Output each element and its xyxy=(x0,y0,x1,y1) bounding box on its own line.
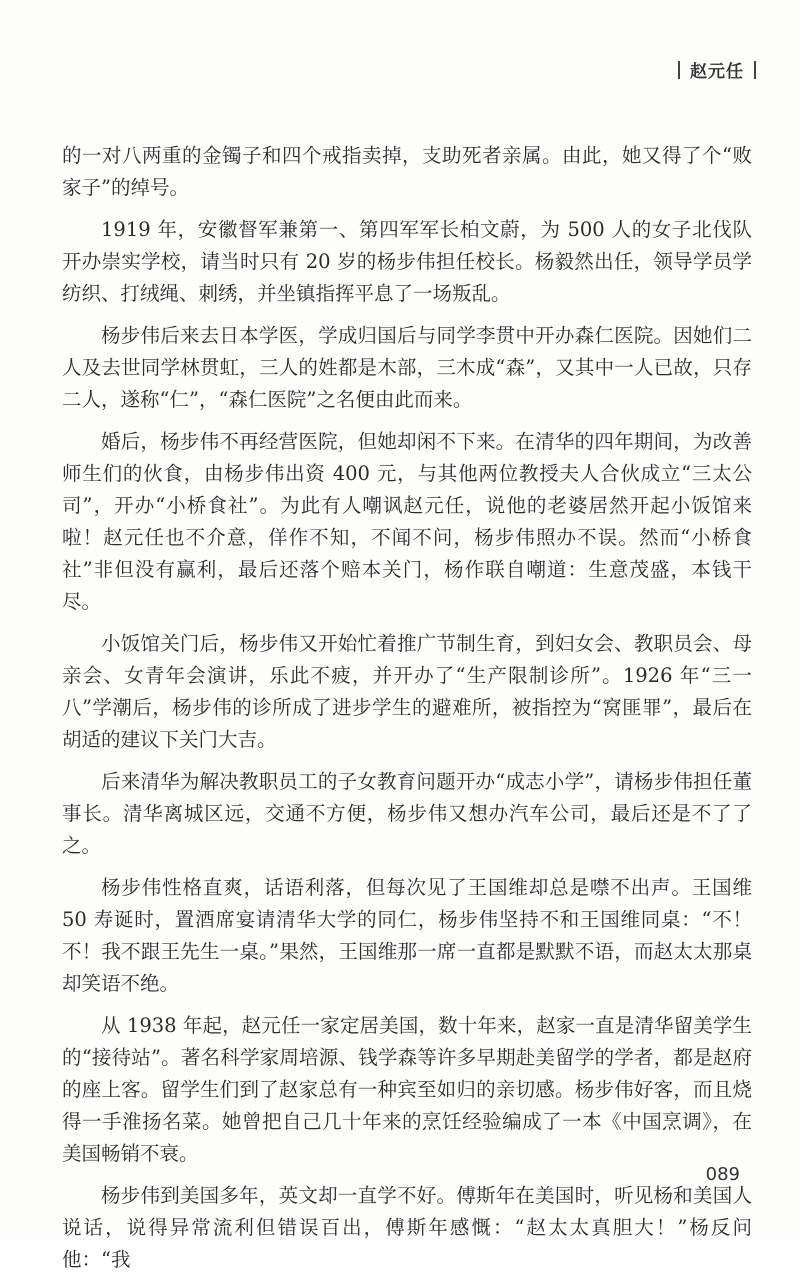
paragraph-1: 的一对八两重的金镯子和四个戒指卖掉，支助死者亲属。由此，她又得了个“败家子”的绰号。 xyxy=(62,144,752,199)
header-left-bar xyxy=(678,61,680,79)
paragraph-9: 杨步伟到美国多年，英文却一直学不好。傅斯年在美国时，听见杨和美国人说话，说得异常流利但错误百出，傅斯年感慨：“赵太太真胆大！”杨反问他：“我 xyxy=(62,1184,752,1271)
running-header xyxy=(678,57,756,82)
page-number: 089 xyxy=(705,1164,740,1185)
paragraph-5: 小饭馆关门后，杨步伟又开始忙着推广节制生育，到妇女会、教职员会、母亲会、女青年会演讲，乐此不疲，并开办了“生产限制诊所”。1926 年“三一八”学潮后，杨步伟的诊所成了进步学生的避难所，被指控为“窝匪罪”，最后在胡适的建议下关门大吉。 xyxy=(62,632,752,751)
paragraph-8: 从 1938 年起，赵元任一家定居美国，数十年来，赵家一直是清华留美学生的“接待站”。著名科学家周培源、钱学森等许多早期赴美留学的学者，都是赵府的座上客。留学生们到了赵家总有一种宾至如归的亲切感。杨步伟好客，而且烧得一手淮扬名菜。她曾把自己几十年来的烹饪经验编成了一本《中国烹调》，在美国畅销不衰。 xyxy=(62,1014,752,1165)
paragraph-7: 杨步伟性格直爽，话语利落，但每次见了王国维却总是噤不出声。王国维 50 寿诞时，置酒席宴请清华大学的同仁，杨步伟坚持不和王国维同桌：“不！不！我不跟王先生一桌。”果然，王国维那一席一直都是默默不语，而赵太太那桌却笑语不绝。 xyxy=(62,876,752,995)
paragraph-4: 婚后，杨步伟不再经营医院，但她却闲不下来。在清华的四年期间，为改善师生们的伙食，由杨步伟出资 400 元，与其他两位教授夫人合伙成立“三太公司”，开办“小桥食社”。为此有人嘲讽赵元任，说他的老婆居然开起小饭馆来啦！赵元任也不介意，佯作不知，不闻不问，杨步伟照办不误。然而“小桥食社”非但没有赢利，最后还落个赔本关门，杨作联自嘲道：生意茂盛，本钱干尽。 xyxy=(62,430,752,613)
header-title: 赵元任 xyxy=(690,62,744,82)
body-text xyxy=(62,140,752,1286)
header-right-bar xyxy=(754,61,756,79)
paragraph-6: 后来清华为解决教职员工的子女教育问题开办“成志小学”，请杨步伟担任董事长。清华离城区远，交通不方便，杨步伟又想办汽车公司，最后还是不了了之。 xyxy=(62,770,752,857)
paragraph-2: 1919 年，安徽督军兼第一、第四军军长柏文蔚，为 500 人的女子北伐队开办崇实学校，请当时只有 20 岁的杨步伟担任校长。杨毅然出任，领导学员学纺织、打绒绳、刺绣，并坐镇指挥平息了一场叛乱。 xyxy=(62,218,752,305)
paragraph-3: 杨步伟后来去日本学医，学成归国后与同学李贯中开办森仁医院。因她们二人及去世同学林贯虹，三人的姓都是木部，三木成“森”，又其中一人已故，只存二人，遂称“仁”，“森仁医院”之名便由此而来。 xyxy=(62,324,752,411)
